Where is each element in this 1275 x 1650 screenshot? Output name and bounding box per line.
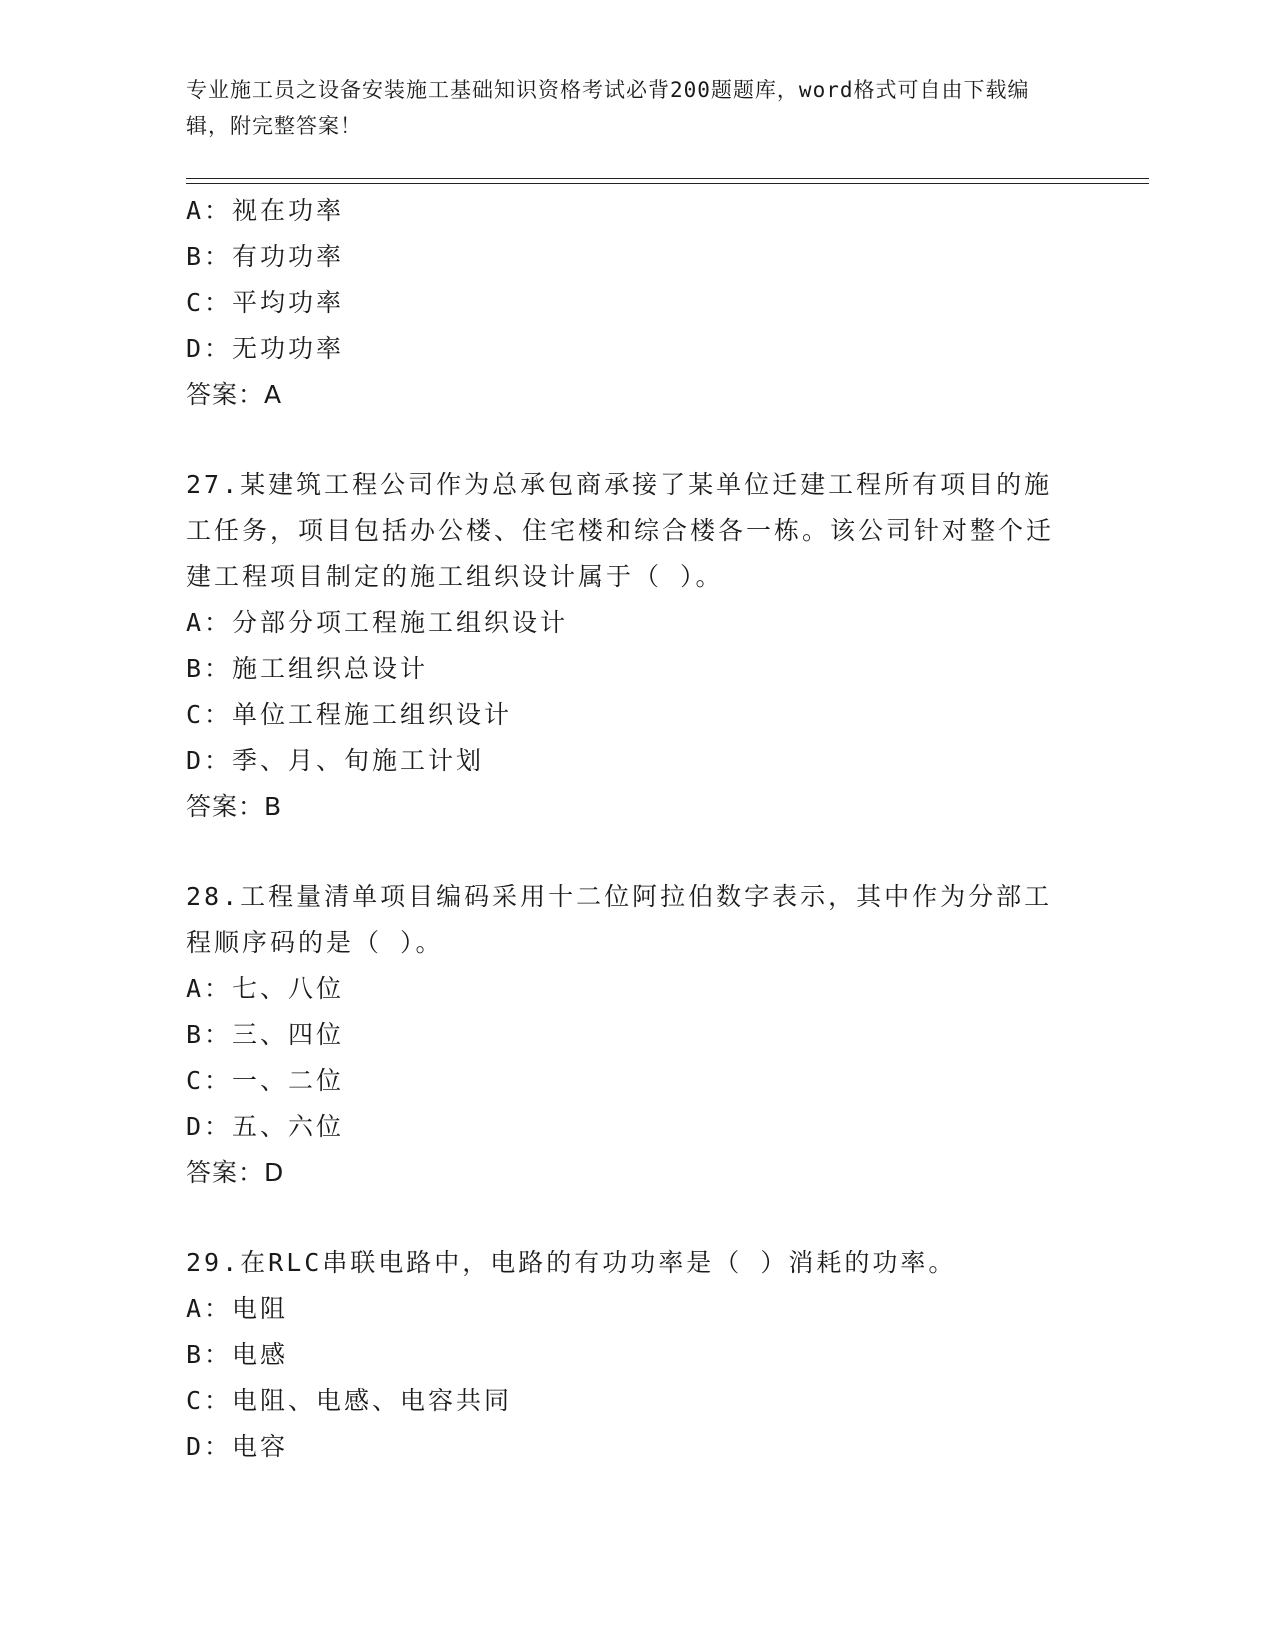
option-c: C：一、二位 <box>186 1066 345 1095</box>
answer: 答案：D <box>186 1158 285 1187</box>
question-28 <box>186 874 1066 1196</box>
option-b: B：有功功率 <box>186 242 345 271</box>
question-list <box>186 188 1066 1470</box>
option-a: A：电阻 <box>186 1294 289 1323</box>
document-header: 专业施工员之设备安装施工基础知识资格考试必背200题题库，word格式可自由下载编辑，附完整答案！ <box>186 78 1030 138</box>
option-b: B：三、四位 <box>186 1020 345 1049</box>
option-a: A：视在功率 <box>186 196 345 225</box>
option-c: C：电阻、电感、电容共同 <box>186 1386 513 1415</box>
question-stem: 28.工程量清单项目编码采用十二位阿拉伯数字表示，其中作为分部工程顺序码的是（ ）。 <box>186 882 1053 957</box>
option-d: D：五、六位 <box>186 1112 345 1141</box>
option-a: A：分部分项工程施工组织设计 <box>186 608 569 637</box>
option-a: A：七、八位 <box>186 974 345 1003</box>
question-stem: 27.某建筑工程公司作为总承包商承接了某单位迁建工程所有项目的施工任务，项目包括办公楼、住宅楼和综合楼各一栋。该公司针对整个迁建工程项目制定的施工组织设计属于（ ）。 <box>186 470 1055 591</box>
option-c: C：平均功率 <box>186 288 345 317</box>
option-d: D：电容 <box>186 1432 289 1461</box>
option-d: D：季、月、旬施工计划 <box>186 746 485 775</box>
option-b: B：电感 <box>186 1340 289 1369</box>
header-rule-top <box>186 178 1149 179</box>
answer: 答案：A <box>186 380 283 409</box>
question-stem: 29.在RLC串联电路中，电路的有功功率是（ ）消耗的功率。 <box>186 1248 957 1277</box>
header-rule-bottom <box>186 183 1149 184</box>
question-29 <box>186 1240 1066 1470</box>
option-d: D：无功功率 <box>186 334 345 363</box>
question-27 <box>186 462 1066 830</box>
option-c: C：单位工程施工组织设计 <box>186 700 513 729</box>
answer: 答案：B <box>186 792 283 821</box>
question-26 <box>186 188 1066 418</box>
option-b: B：施工组织总设计 <box>186 654 429 683</box>
